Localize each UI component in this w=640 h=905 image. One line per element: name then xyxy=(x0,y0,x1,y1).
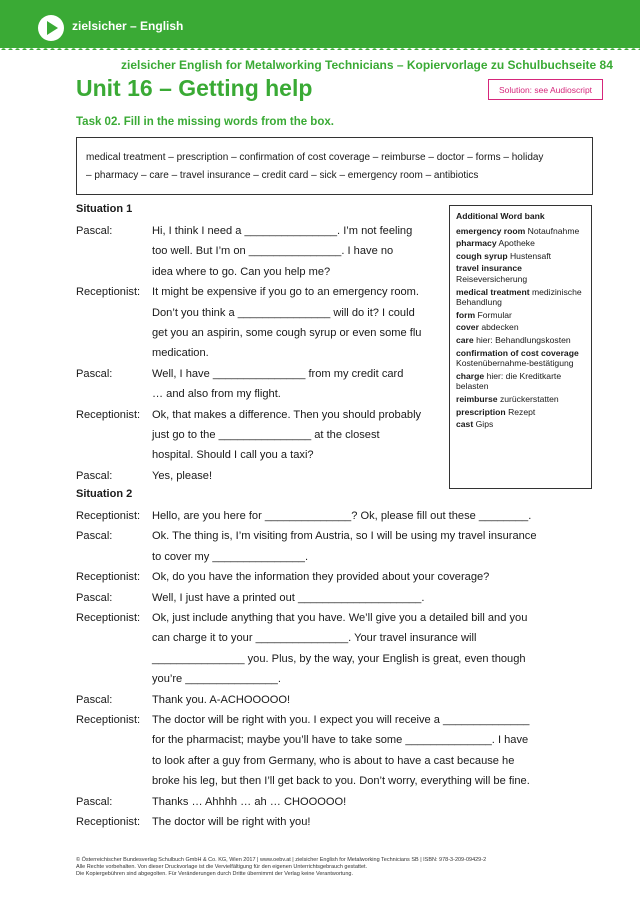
speaker-label: Receptionist: xyxy=(76,286,141,299)
speaker-label: Receptionist: xyxy=(76,408,141,421)
page-subtitle: zielsicher English for Metalworking Technicians – Kopiervorlage zu Schulbuchseite 84 xyxy=(121,58,613,72)
word-bank-term: pharmacy xyxy=(456,238,497,249)
speaker-label: Pascal: xyxy=(76,591,113,604)
page-title: Unit 16 – Getting help xyxy=(76,75,313,101)
word-bank-entry xyxy=(456,226,585,237)
play-logo-icon xyxy=(38,15,64,41)
solution-badge: Solution: see Audioscript xyxy=(488,79,603,100)
word-bank-translation: Reiseversicherung xyxy=(456,273,528,284)
word-bank-entry xyxy=(456,335,585,346)
dialogue-line: you’re _______________. xyxy=(152,673,281,686)
word-bank-entry xyxy=(456,371,585,392)
dialogue-line: Ok, just include anything that you have. We’ll give you a detailed bill and you xyxy=(152,612,528,624)
word-bank-translation: hier: Behandlungskosten xyxy=(476,334,571,345)
dialogue-line: to look after a guy from Germany, who is about to have a cast because he xyxy=(152,754,515,767)
dialogue-line: _______________ you. Plus, by the way, your English is great, even though xyxy=(152,652,526,665)
word-bank-term: cough syrup xyxy=(456,250,508,261)
dialogue-line: too well. But I’m on _______________. I have no xyxy=(152,245,394,258)
dialogue-line: Don’t you think a _______________ will do it? I could xyxy=(152,306,415,319)
speaker-label: Receptionist: xyxy=(76,571,141,584)
word-bank-entry xyxy=(456,322,585,333)
dialogue-line: Hi, I think I need a _______________. I’m not feeling xyxy=(152,225,413,237)
additional-word-bank xyxy=(449,205,592,489)
word-bank-term: confirmation of cost coverage xyxy=(456,347,579,358)
word-bank-entry xyxy=(456,310,585,321)
footer xyxy=(76,857,596,878)
dialogue-line: to cover my _______________. xyxy=(152,550,309,563)
dialogue-line: for the pharmacist; maybe you’ll have to take some ______________. I have xyxy=(152,734,529,747)
word-bank-translation: Rezept xyxy=(508,406,536,417)
dialogue-line: Thank you. A-ACHOOOOO! xyxy=(152,693,291,706)
dialogue-line: idea where to go. Can you help me? xyxy=(152,265,331,278)
dialogue-line: can charge it to your _______________. Your travel insurance will xyxy=(152,632,477,645)
word-bank-term: travel insurance xyxy=(456,263,522,274)
word-bank-translation: Notaufnahme xyxy=(527,225,580,236)
footer-line: Die Kopiergebühren sind abgegolten. Für Veränderungen durch Dritte übernimmt der Verlag keine Verantwortung. xyxy=(76,871,354,877)
word-bank-entry xyxy=(456,348,585,369)
situation-2-heading: Situation 2 xyxy=(76,488,133,500)
word-bank-term: form xyxy=(456,309,476,320)
word-bank-term: medical treatment xyxy=(456,286,530,297)
word-bank-entry xyxy=(456,394,585,405)
word-bank-translation: Kostenübernahme-bestätigung xyxy=(456,358,574,369)
speaker-label: Pascal: xyxy=(76,693,113,706)
word-box xyxy=(76,137,593,195)
speaker-label: Pascal: xyxy=(76,225,113,237)
dialogue-line: medication. xyxy=(152,347,209,360)
dialogue-line: The doctor will be right with you. I expect you will receive a ______________ xyxy=(152,714,530,726)
header-dotted-edge xyxy=(0,40,640,50)
word-bank-translation: medizinische Behandlung xyxy=(456,286,582,308)
dialogue-line: Well, I just have a printed out ____________________. xyxy=(152,591,425,604)
speaker-label: Receptionist: xyxy=(76,510,141,522)
dialogue-line: Ok, do you have the information they provided about your coverage? xyxy=(152,571,490,584)
word-bank-translation: Formular xyxy=(477,309,512,320)
word-bank-term: cast xyxy=(456,419,474,430)
word-bank-translation: zurückerstatten xyxy=(499,393,559,404)
word-bank-translation: abdecken xyxy=(481,322,519,333)
speaker-label: Receptionist: xyxy=(76,612,141,624)
speaker-label: Pascal: xyxy=(76,469,113,482)
dialogue-line: Ok. The thing is, I’m visiting from Austria, so I will be using my travel insurance xyxy=(152,530,537,543)
dialogue-line: broke his leg, but then I’ll get back to you. Don’t worry, everything will be fine. xyxy=(152,775,530,788)
dialogue-line: The doctor will be right with you! xyxy=(152,816,311,828)
task-instruction: Task 02. Fill in the missing words from the box. xyxy=(76,116,334,128)
speaker-label: Pascal: xyxy=(76,367,113,380)
word-bank-term: care xyxy=(456,334,474,345)
word-bank-translation: Apotheke xyxy=(498,238,535,249)
dialogue-line: Ok, that makes a difference. Then you should probably xyxy=(152,408,422,421)
dialogue-line: hospital. Should I call you a taxi? xyxy=(152,449,314,462)
word-box-line: – pharmacy – care – travel insurance – credit card – sick – emergency room – antibiotics xyxy=(86,170,479,181)
dialogue-line: just go to the _______________ at the closest xyxy=(152,429,380,441)
logo-text: zielsicher – English xyxy=(72,19,184,33)
word-bank-entry xyxy=(456,238,585,249)
word-bank-term: prescription xyxy=(456,406,506,417)
word-bank-term: charge xyxy=(456,370,485,381)
dialogue-line: Thanks … Ahhhh … ah … CHOOOOO! xyxy=(152,795,347,808)
dialogue-line: Yes, please! xyxy=(152,469,213,482)
dialogue-line: get you an aspirin, some cough syrup or even some flu xyxy=(152,327,422,339)
word-bank-entry xyxy=(456,263,585,284)
word-bank-translation: Gips xyxy=(475,419,494,430)
word-bank-term: cover xyxy=(456,322,479,333)
situation-1-heading: Situation 1 xyxy=(76,203,133,215)
word-bank-list xyxy=(456,226,585,430)
dialogue-line: It might be expensive if you go to an emergency room. xyxy=(152,286,420,299)
word-box-line: medical treatment – prescription – confirmation of cost coverage – reimburse – doctor – forms – holiday xyxy=(86,152,544,163)
speaker-label: Receptionist: xyxy=(76,714,141,726)
dialogue-line: … and also from my flight. xyxy=(152,388,281,401)
word-bank-translation: Hustensaft xyxy=(509,250,552,261)
speaker-label: Receptionist: xyxy=(76,816,141,828)
dialogue-line: Hello, are you here for ______________? Ok, please fill out these ________. xyxy=(152,510,532,522)
word-bank-term: reimburse xyxy=(456,393,498,404)
word-bank-entry xyxy=(456,419,585,430)
speaker-label: Pascal: xyxy=(76,795,113,808)
footer-line: Alle Rechte vorbehalten. Von dieser Druckvorlage ist die Vervielfältigung für den eigenen Unterrichtsgebrauch gestattet. xyxy=(76,864,368,870)
word-bank-entry xyxy=(456,251,585,262)
speaker-label: Pascal: xyxy=(76,530,113,543)
word-bank-title: Additional Word bank xyxy=(456,211,545,221)
dialogue-line: Well, I have _______________ from my credit card xyxy=(152,367,404,380)
footer-line: © Österreichischer Bundesverlag Schulbuch GmbH & Co. KG, Wien 2017 | www.oebv.at | zielsicher English for Metalworking Technicians SB | ISBN: 978-3-209-09429-2 xyxy=(76,857,487,863)
word-bank-entry xyxy=(456,287,585,308)
word-bank-term: emergency room xyxy=(456,225,526,236)
word-bank-entry xyxy=(456,407,585,418)
word-bank-translation: hier: die Kreditkarte belasten xyxy=(456,370,562,392)
